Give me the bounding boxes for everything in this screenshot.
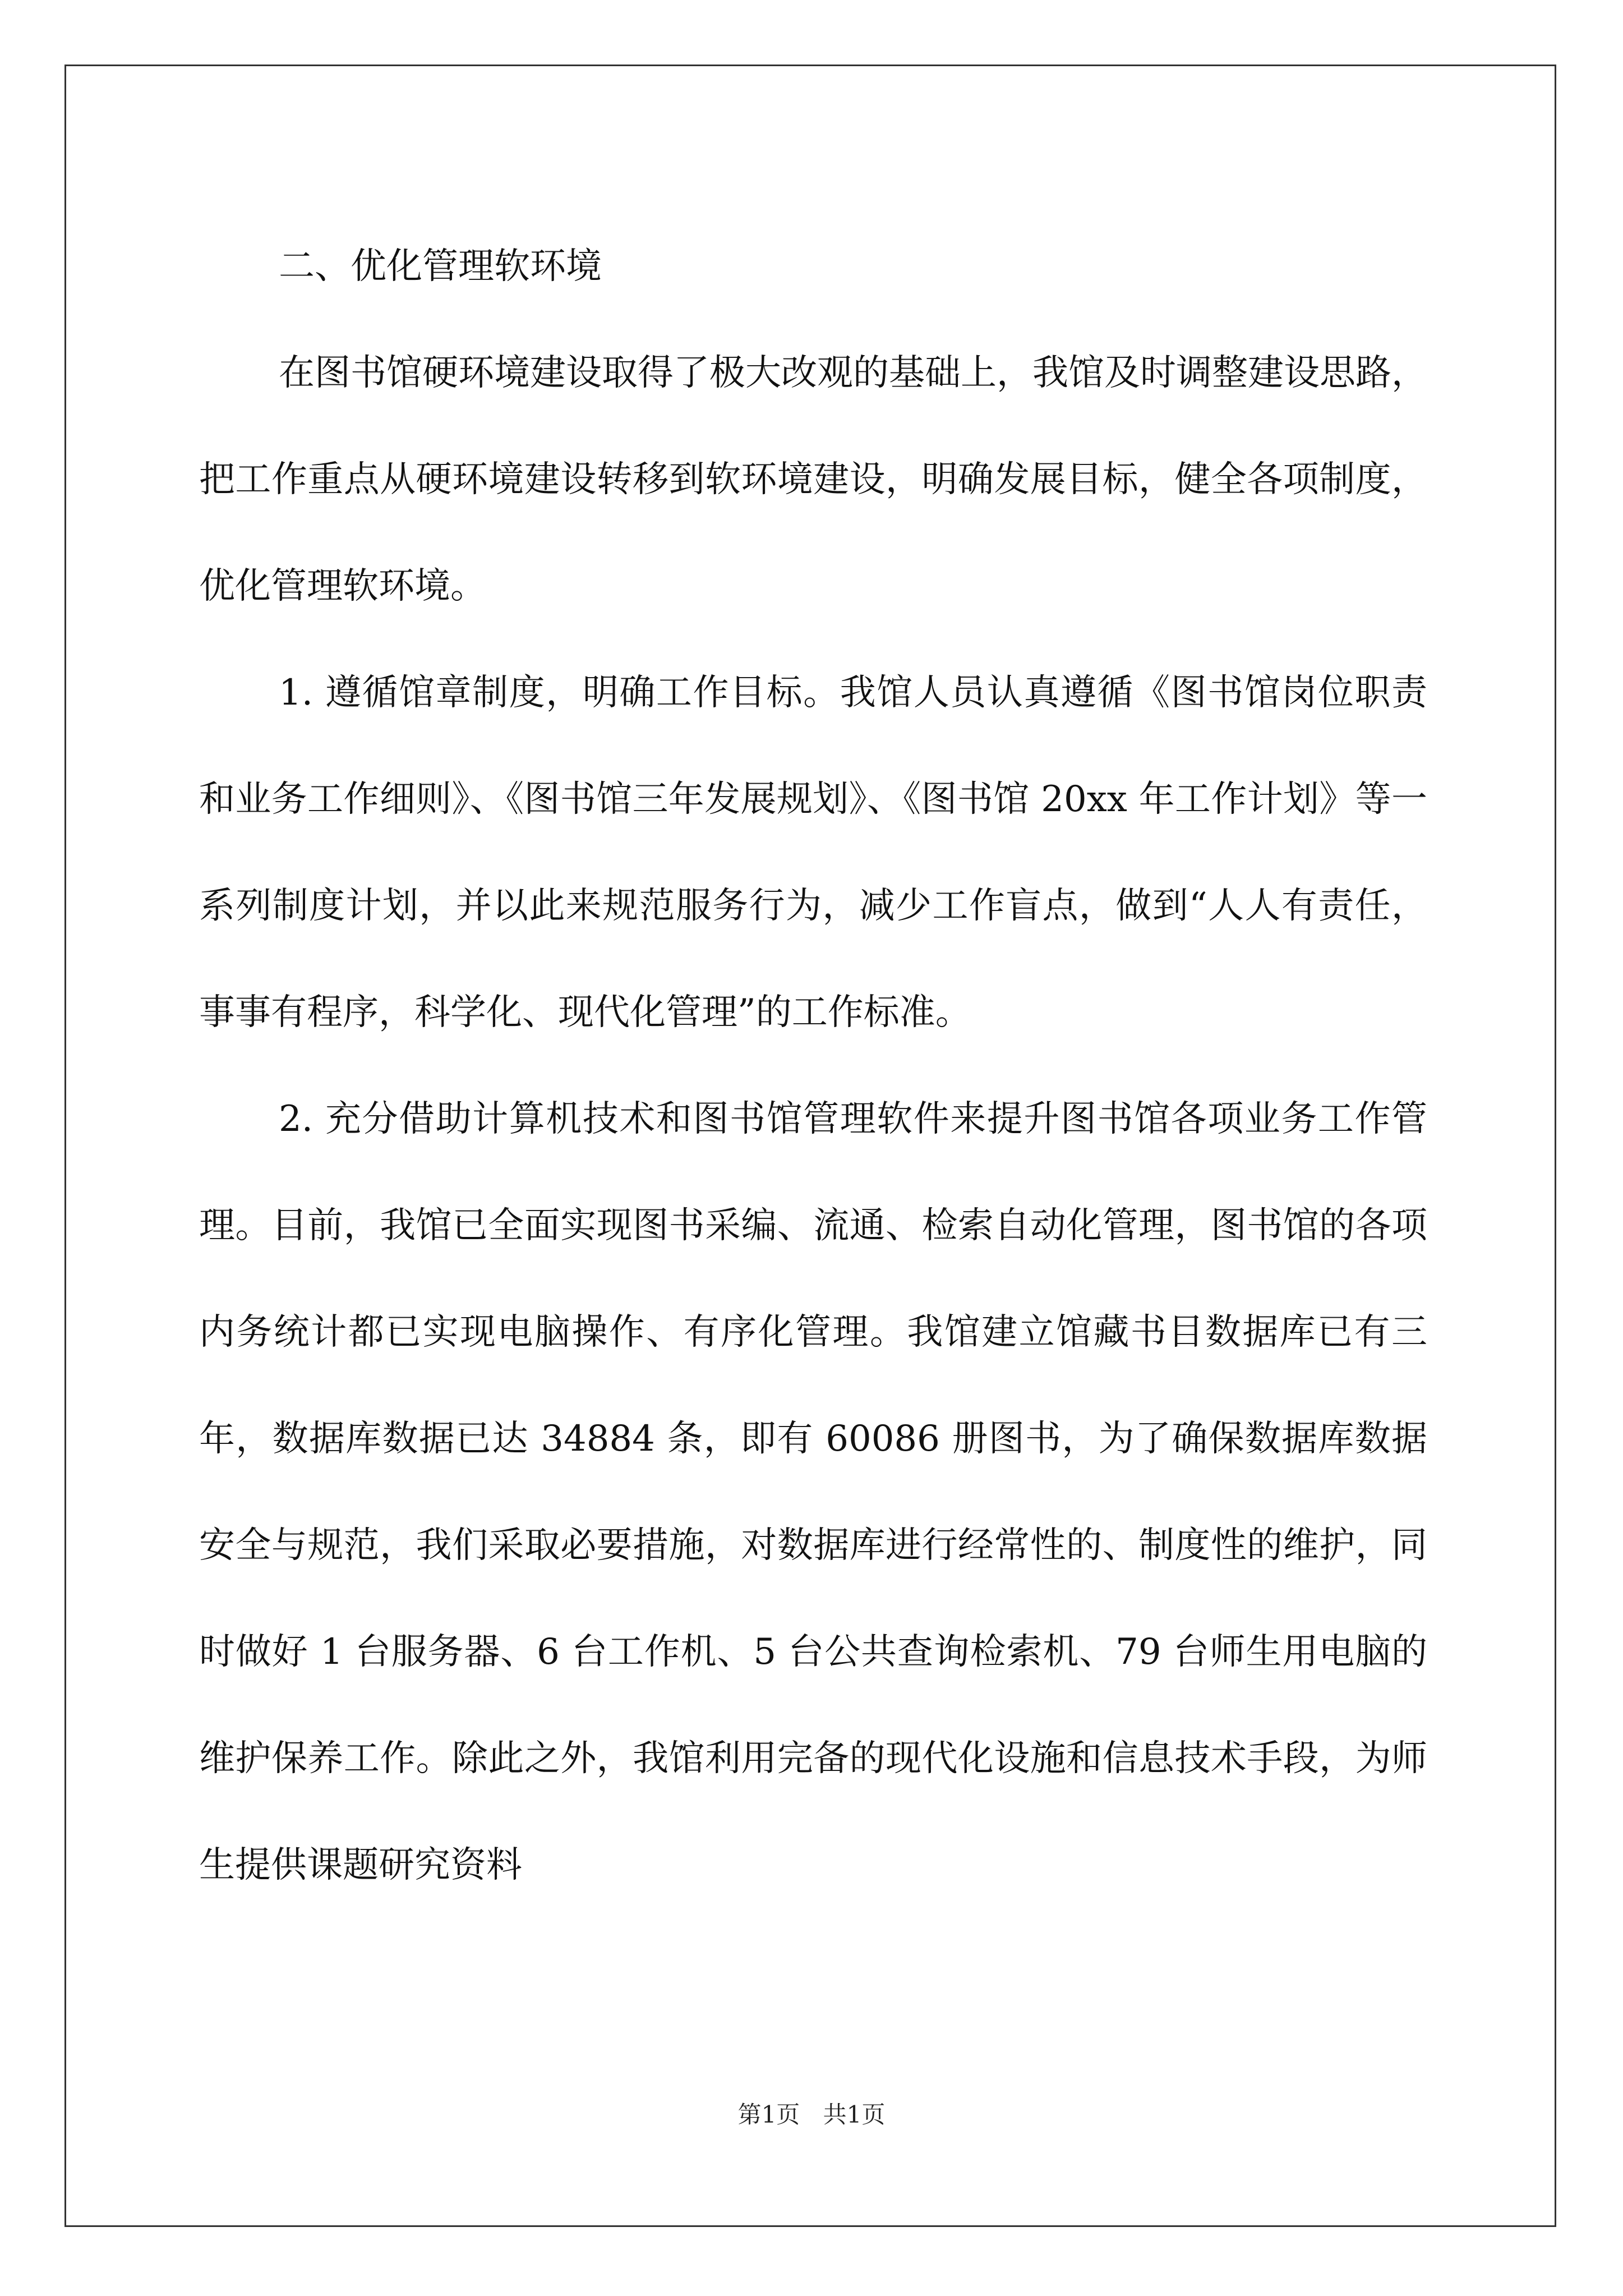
- page-number: 第1页: [737, 2101, 800, 2128]
- paragraph-item-2: 2. 充分借助计算机技术和图书馆管理软件来提升图书馆各项业务工作管理。目前，我馆已全面实现图书采编、流通、检索自动化管理，图书馆的各项内务统计都已实现电脑操作、有序化管理。我馆建立馆藏书目数据库已有三年，数据库数据已达 34884 条，即有 60086 册图书，为了确保数据库数据安全与规范，我们采取必要措施，对数据库进行经常性的、制度性的维护，同时做好 1 台服务器、6 台工作机、5 台公共查询检索机、79 台师生用电脑的维护保养工作。除此之外，我馆利用完备的现代化设施和信息技术手段，为师生提供课题研究资料: [199, 1098, 1427, 1886]
- page-footer: [0, 2098, 1623, 2132]
- paragraph-intro: 在图书馆硬环境建设取得了极大改观的基础上，我馆及时调整建设思路，把工作重点从硬环境建设转移到软环境建设，明确发展目标，健全各项制度，优化管理软环境。: [199, 352, 1427, 607]
- page-total: 共1页: [823, 2101, 886, 2128]
- section-heading: 二、优化管理软环境: [279, 246, 602, 287]
- paragraph-item-1: 1. 遵循馆章制度，明确工作目标。我馆人员认真遵循《图书馆岗位职责和业务工作细则》、《图书馆三年发展规划》、《图书馆 20xx 年工作计划》等一系列制度计划，并以此来规范服务行为，减少工作盲点，做到“人人有责任，事事有程序，科学化、现代化管理”的工作标准。: [199, 672, 1427, 1033]
- document-body: [199, 213, 1427, 1918]
